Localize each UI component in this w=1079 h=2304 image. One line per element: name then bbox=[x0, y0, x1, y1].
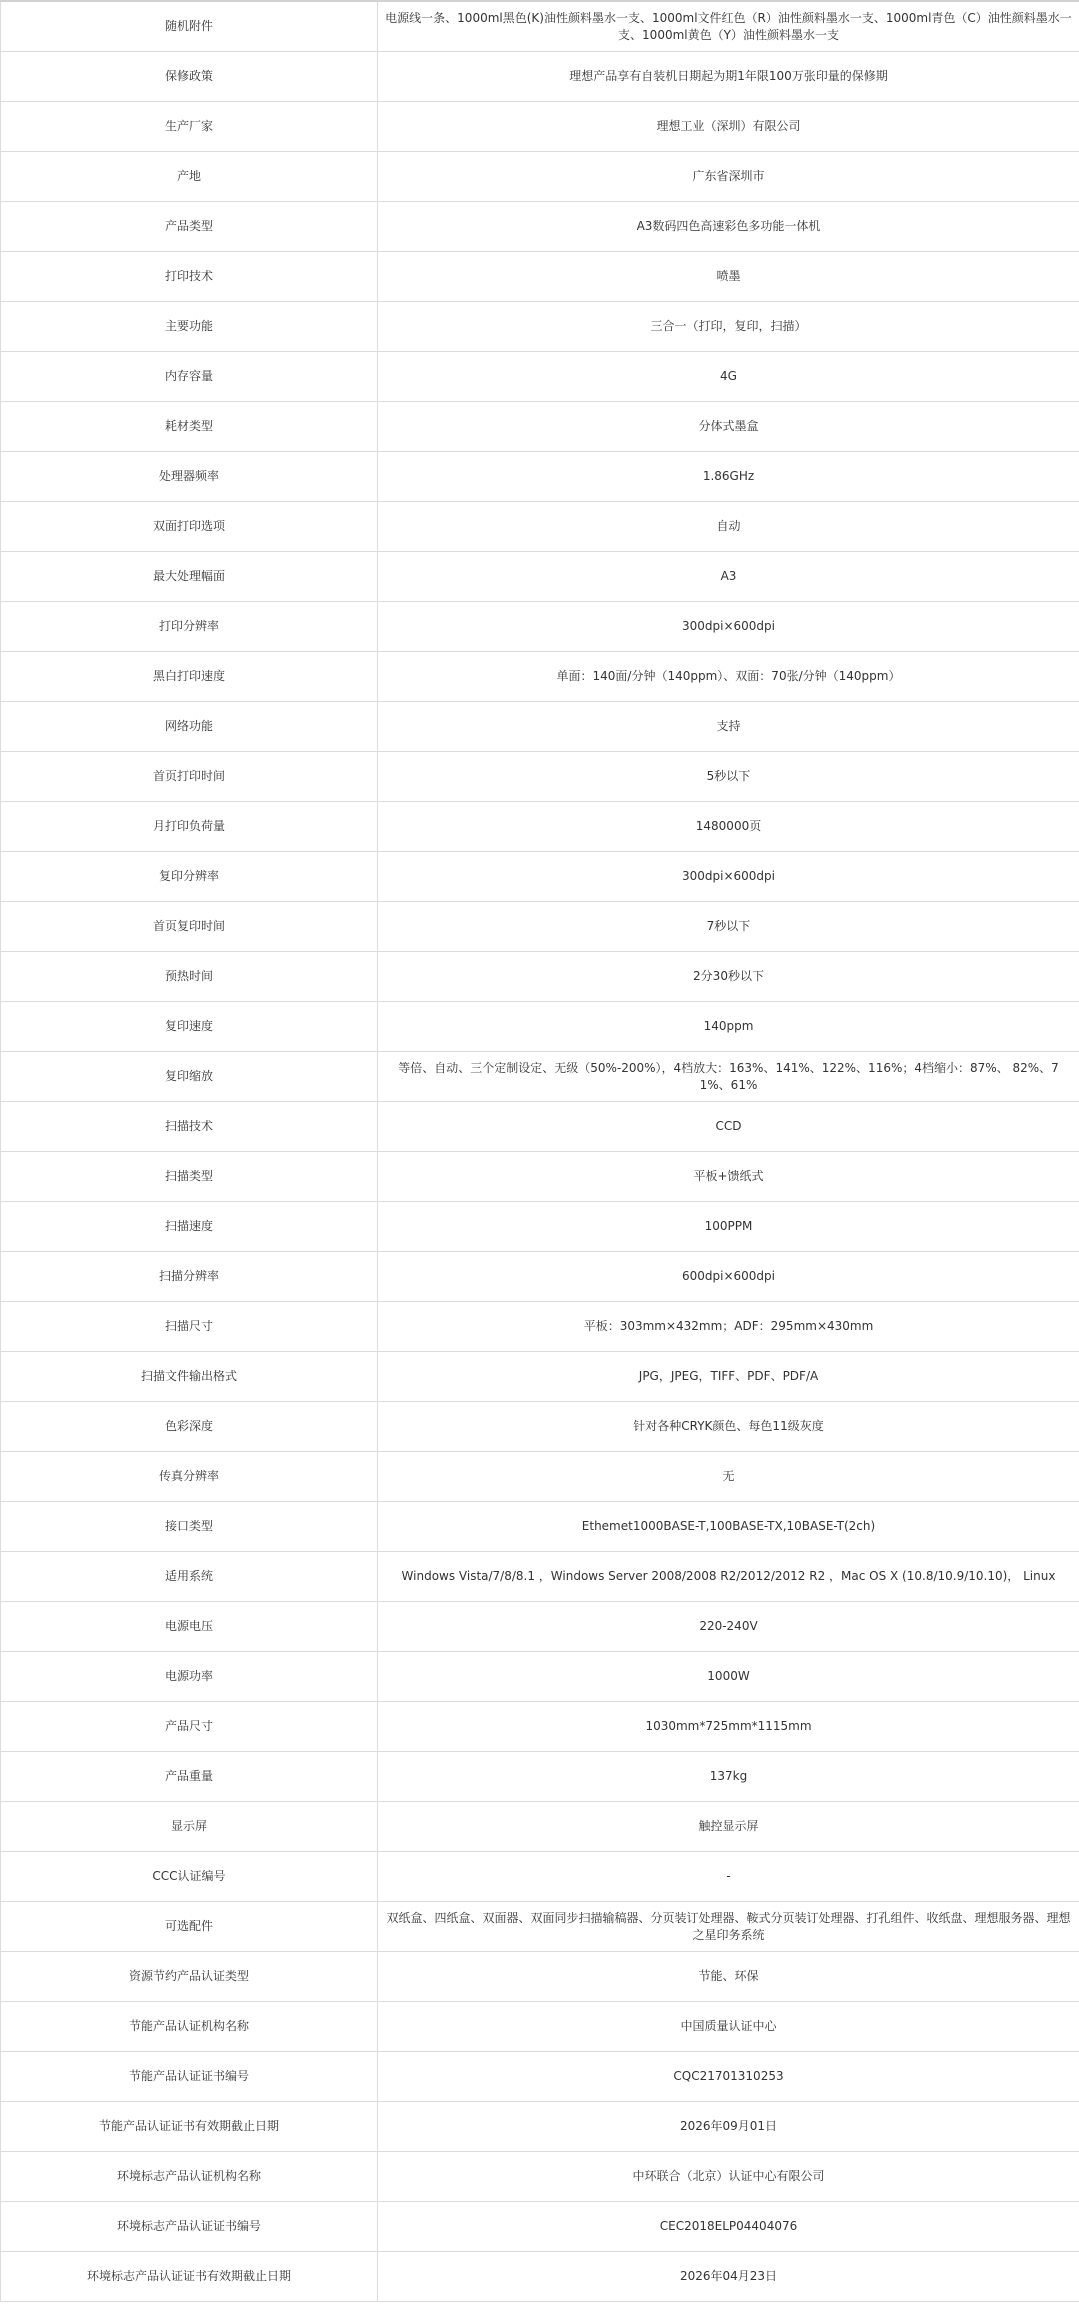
spec-value: 220-240V bbox=[378, 1602, 1079, 1652]
spec-label: 处理器频率 bbox=[1, 452, 378, 502]
spec-label: 月打印负荷量 bbox=[1, 802, 378, 852]
spec-value: 300dpi×600dpi bbox=[378, 602, 1079, 652]
spec-label: 节能产品认证证书编号 bbox=[1, 2052, 378, 2102]
spec-value: 无 bbox=[378, 1452, 1079, 1502]
spec-label: 环境标志产品认证证书有效期截止日期 bbox=[1, 2252, 378, 2302]
spec-label: 最大处理幅面 bbox=[1, 552, 378, 602]
table-row bbox=[1, 2152, 1079, 2202]
table-row bbox=[1, 1052, 1079, 1102]
spec-label: CCC认证编号 bbox=[1, 1852, 378, 1902]
spec-label: 双面打印选项 bbox=[1, 502, 378, 552]
spec-table-body bbox=[1, 1, 1079, 2302]
table-row bbox=[1, 1952, 1079, 2002]
spec-label: 网络功能 bbox=[1, 702, 378, 752]
spec-value: 平板+馈纸式 bbox=[378, 1152, 1079, 1202]
spec-value: 300dpi×600dpi bbox=[378, 852, 1079, 902]
spec-value: 理想工业（深圳）有限公司 bbox=[378, 102, 1079, 152]
spec-value: 1000W bbox=[378, 1652, 1079, 1702]
table-row bbox=[1, 652, 1079, 702]
table-row bbox=[1, 902, 1079, 952]
table-row bbox=[1, 552, 1079, 602]
spec-value: 三合一（打印，复印，扫描） bbox=[378, 302, 1079, 352]
spec-value: 触控显示屏 bbox=[378, 1802, 1079, 1852]
table-row bbox=[1, 202, 1079, 252]
table-row bbox=[1, 1202, 1079, 1252]
spec-value: 自动 bbox=[378, 502, 1079, 552]
spec-label: 产品尺寸 bbox=[1, 1702, 378, 1752]
table-row bbox=[1, 1802, 1079, 1852]
spec-value: 针对各种CRYK颜色、每色11级灰度 bbox=[378, 1402, 1079, 1452]
spec-label: 复印缩放 bbox=[1, 1052, 378, 1102]
table-row bbox=[1, 1602, 1079, 1652]
spec-label: 色彩深度 bbox=[1, 1402, 378, 1452]
spec-value: 137kg bbox=[378, 1752, 1079, 1802]
spec-label: 扫描速度 bbox=[1, 1202, 378, 1252]
spec-label: 产品重量 bbox=[1, 1752, 378, 1802]
spec-value: CCD bbox=[378, 1102, 1079, 1152]
table-row bbox=[1, 2052, 1079, 2102]
spec-label: 传真分辨率 bbox=[1, 1452, 378, 1502]
table-row bbox=[1, 602, 1079, 652]
table-row bbox=[1, 1902, 1079, 1952]
spec-value: 100PPM bbox=[378, 1202, 1079, 1252]
table-row bbox=[1, 502, 1079, 552]
spec-value: 7秒以下 bbox=[378, 902, 1079, 952]
table-row bbox=[1, 752, 1079, 802]
spec-label: 生产厂家 bbox=[1, 102, 378, 152]
table-row bbox=[1, 1152, 1079, 1202]
spec-label: 保修政策 bbox=[1, 52, 378, 102]
spec-value: 1030mm*725mm*1115mm bbox=[378, 1702, 1079, 1752]
table-row bbox=[1, 1, 1079, 52]
table-row bbox=[1, 2252, 1079, 2302]
spec-value: 4G bbox=[378, 352, 1079, 402]
spec-value: A3 bbox=[378, 552, 1079, 602]
spec-value: 2分30秒以下 bbox=[378, 952, 1079, 1002]
spec-value: 1.86GHz bbox=[378, 452, 1079, 502]
table-row bbox=[1, 102, 1079, 152]
table-row bbox=[1, 802, 1079, 852]
spec-value: 喷墨 bbox=[378, 252, 1079, 302]
spec-label: 打印分辨率 bbox=[1, 602, 378, 652]
spec-label: 节能产品认证证书有效期截止日期 bbox=[1, 2102, 378, 2152]
table-row bbox=[1, 1302, 1079, 1352]
spec-label: 电源电压 bbox=[1, 1602, 378, 1652]
spec-value: 平板：303mm×432mm；ADF：295mm×430mm bbox=[378, 1302, 1079, 1352]
spec-value: CQC21701310253 bbox=[378, 2052, 1079, 2102]
table-row bbox=[1, 52, 1079, 102]
spec-label: 耗材类型 bbox=[1, 402, 378, 452]
table-row bbox=[1, 1752, 1079, 1802]
table-row bbox=[1, 1452, 1079, 1502]
table-row bbox=[1, 702, 1079, 752]
table-row bbox=[1, 1402, 1079, 1452]
spec-label: 打印技术 bbox=[1, 252, 378, 302]
table-row bbox=[1, 1352, 1079, 1402]
spec-label: 黑白打印速度 bbox=[1, 652, 378, 702]
table-row bbox=[1, 2102, 1079, 2152]
spec-label: 资源节约产品认证类型 bbox=[1, 1952, 378, 2002]
table-row bbox=[1, 1252, 1079, 1302]
spec-label: 首页复印时间 bbox=[1, 902, 378, 952]
table-row bbox=[1, 1002, 1079, 1052]
spec-value: 双纸盒、四纸盒、双面器、双面同步扫描输稿器、分页装订处理器、鞍式分页装订处理器、打孔组件、收纸盘、理想服务器、理想之星印务系统 bbox=[378, 1902, 1079, 1952]
spec-label: 产地 bbox=[1, 152, 378, 202]
spec-label: 内存容量 bbox=[1, 352, 378, 402]
spec-label: 扫描尺寸 bbox=[1, 1302, 378, 1352]
spec-label: 随机附件 bbox=[1, 1, 378, 52]
spec-label: 电源功率 bbox=[1, 1652, 378, 1702]
spec-label: 首页打印时间 bbox=[1, 752, 378, 802]
table-row bbox=[1, 1652, 1079, 1702]
spec-value: Windows Vista/7/8/8.1 ，Windows Server 2008/2008 R2/2012/2012 R2 ，Mac OS X (10.8/10.9/10.10)， Linux bbox=[378, 1552, 1079, 1602]
spec-label: 显示屏 bbox=[1, 1802, 378, 1852]
spec-value: 2026年04月23日 bbox=[378, 2252, 1079, 2302]
spec-label: 节能产品认证机构名称 bbox=[1, 2002, 378, 2052]
spec-label: 预热时间 bbox=[1, 952, 378, 1002]
spec-value: 理想产品享有自装机日期起为期1年限100万张印量的保修期 bbox=[378, 52, 1079, 102]
spec-value: 广东省深圳市 bbox=[378, 152, 1079, 202]
spec-label: 复印分辨率 bbox=[1, 852, 378, 902]
spec-value: 中环联合（北京）认证中心有限公司 bbox=[378, 2152, 1079, 2202]
spec-value: A3数码四色高速彩色多功能一体机 bbox=[378, 202, 1079, 252]
spec-value: - bbox=[378, 1852, 1079, 1902]
table-row bbox=[1, 152, 1079, 202]
spec-value: 单面：140面/分钟（140ppm）、双面：70张/分钟（140ppm） bbox=[378, 652, 1079, 702]
spec-label: 环境标志产品认证证书编号 bbox=[1, 2202, 378, 2252]
table-row bbox=[1, 2002, 1079, 2052]
table-row bbox=[1, 1852, 1079, 1902]
table-row bbox=[1, 402, 1079, 452]
table-row bbox=[1, 252, 1079, 302]
spec-value: 1480000页 bbox=[378, 802, 1079, 852]
table-row bbox=[1, 302, 1079, 352]
spec-value: 等倍、自动、三个定制设定、无级（50%-200%），4档放大：163%、141%、122%、116%；4档缩小：87%、 82%、71%、61% bbox=[378, 1052, 1079, 1102]
spec-value: 600dpi×600dpi bbox=[378, 1252, 1079, 1302]
table-row bbox=[1, 2202, 1079, 2252]
spec-value: Ethemet1000BASE-T,100BASE-TX,10BASE-T(2ch) bbox=[378, 1502, 1079, 1552]
table-row bbox=[1, 1702, 1079, 1752]
spec-label: 扫描文件输出格式 bbox=[1, 1352, 378, 1402]
spec-label: 可选配件 bbox=[1, 1902, 378, 1952]
spec-value: 分体式墨盒 bbox=[378, 402, 1079, 452]
spec-value: CEC2018ELP04404076 bbox=[378, 2202, 1079, 2252]
table-row bbox=[1, 852, 1079, 902]
spec-value: 支持 bbox=[378, 702, 1079, 752]
spec-value: 5秒以下 bbox=[378, 752, 1079, 802]
table-row bbox=[1, 952, 1079, 1002]
spec-label: 环境标志产品认证机构名称 bbox=[1, 2152, 378, 2202]
spec-value: 140ppm bbox=[378, 1002, 1079, 1052]
spec-label: 接口类型 bbox=[1, 1502, 378, 1552]
table-row bbox=[1, 1502, 1079, 1552]
spec-value: 中国质量认证中心 bbox=[378, 2002, 1079, 2052]
spec-value: 节能、环保 bbox=[378, 1952, 1079, 2002]
spec-label: 主要功能 bbox=[1, 302, 378, 352]
table-row bbox=[1, 452, 1079, 502]
spec-label: 适用系统 bbox=[1, 1552, 378, 1602]
spec-label: 扫描分辨率 bbox=[1, 1252, 378, 1302]
spec-value: 2026年09月01日 bbox=[378, 2102, 1079, 2152]
spec-label: 扫描类型 bbox=[1, 1152, 378, 1202]
spec-label: 复印速度 bbox=[1, 1002, 378, 1052]
spec-value: JPG，JPEG，TIFF、PDF、PDF/A bbox=[378, 1352, 1079, 1402]
spec-value: 电源线一条、1000ml黑色(K)油性颜料墨水一支、1000ml文件红色（R）油性颜料墨水一支、1000ml青色（C）油性颜料墨水一支、1000ml黄色（Y）油性颜料墨水一支 bbox=[378, 1, 1079, 52]
table-row bbox=[1, 352, 1079, 402]
table-row bbox=[1, 1102, 1079, 1152]
table-row bbox=[1, 1552, 1079, 1602]
spec-label: 扫描技术 bbox=[1, 1102, 378, 1152]
spec-label: 产品类型 bbox=[1, 202, 378, 252]
